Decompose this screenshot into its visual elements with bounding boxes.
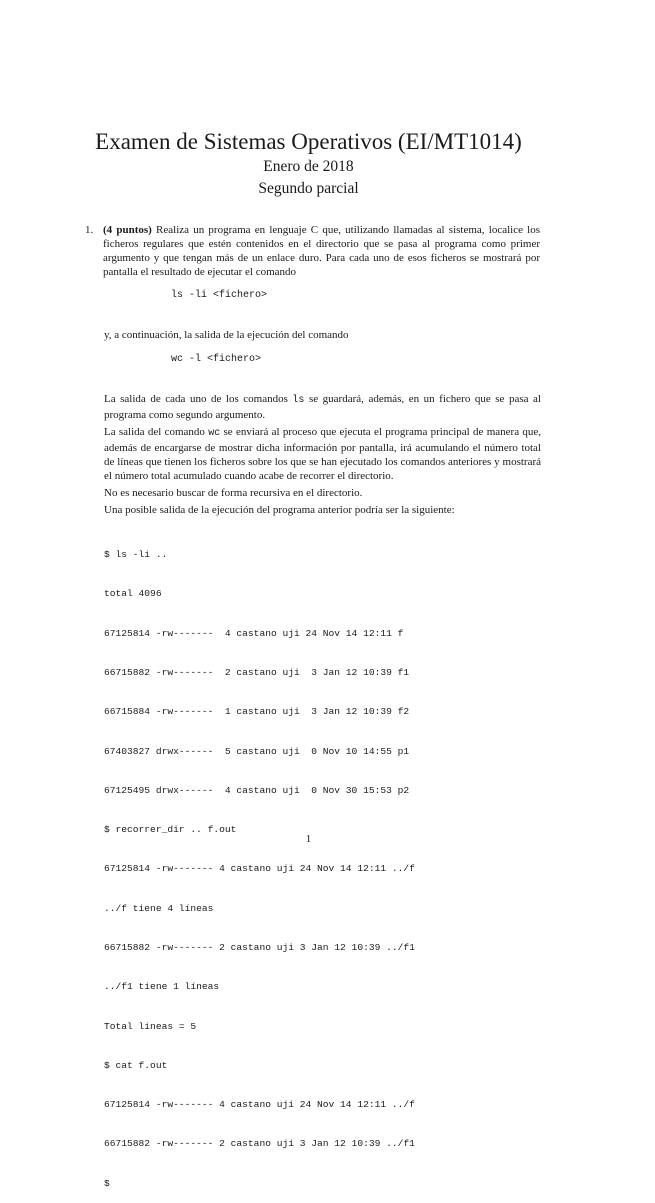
- question-intro: [103, 223, 540, 279]
- terminal-line: total 4096: [104, 588, 162, 600]
- explanation-block: [104, 392, 541, 517]
- paragraph-ls-output: [104, 392, 541, 422]
- para1-cmd: ls: [292, 395, 305, 406]
- para2-a: La salida del comando: [104, 426, 209, 438]
- paragraph-example-intro: Una posible salida de la ejecución del programa anterior podría ser la siguiente:: [104, 504, 455, 516]
- terminal-line: 66715882 -rw------- 2 castano uji 3 Jan 12 10:39 ../f1: [104, 942, 415, 953]
- command-ls: ls -li <fichero>: [171, 290, 268, 301]
- terminal-line: $ ls -li ..: [104, 549, 168, 561]
- terminal-line: 67125814 -rw------- 4 castano uji 24 Nov 14 12:11 f: [104, 627, 404, 639]
- exam-part: Segundo parcial: [258, 180, 359, 197]
- terminal-line: $: [104, 1177, 110, 1189]
- terminal-line: 66715882 -rw------- 2 castano uji 3 Jan 12 10:39 f1: [104, 667, 410, 679]
- terminal-line: 67125814 -rw------- 4 castano uji 24 Nov 14 12:11 ../f: [104, 1099, 415, 1111]
- terminal-line: 67125495 drwx------ 4 castano uji 0 Nov 30 15:53 p2: [104, 784, 410, 796]
- terminal-output: [104, 522, 415, 1203]
- terminal-line: 67125814 -rw------- 4 castano uji 24 Nov 14 12:11 ../f: [104, 863, 415, 875]
- terminal-line: 67403827 drwx------ 5 castano uji 0 Nov 10 14:55 p1: [104, 745, 410, 757]
- question-number: 1.: [85, 224, 94, 236]
- para1-a: La salida de cada uno de los comandos: [104, 393, 293, 405]
- paragraph-wc-output: [104, 425, 541, 483]
- then-text-block: [104, 328, 541, 342]
- exam-date: Enero de 2018: [263, 158, 354, 175]
- terminal-line: $ cat f.out: [104, 1059, 168, 1071]
- para2-cmd: wc: [208, 428, 221, 439]
- para1-b: se guardará, además, en un fichero que se pasa al programa como segundo argumento.: [104, 393, 541, 421]
- terminal-line: Total líneas = 5: [104, 1020, 197, 1032]
- terminal-line: $ recorrer_dir .. f.out: [104, 824, 237, 836]
- page-number: 1: [305, 833, 312, 845]
- terminal-line: 66715884 -rw------- 1 castano uji 3 Jan 12 10:39 f2: [104, 706, 410, 718]
- question-points: (4 puntos): [103, 224, 152, 236]
- para2-b: se enviará al proceso que ejecuta el programa principal de manera que, además de encargarse de mostrar dicha información por pantalla, irá acumulando el número total de líneas que tienen los ficheros sobre los que se han ejecutado los comandos anteriores y mostrará el número total acumulado cuando acabe de recorrer el directorio.: [104, 426, 541, 482]
- then-text: y, a continuación, la salida de la ejecución del comando: [104, 329, 349, 341]
- paragraph-no-recursion: No es necesario buscar de forma recursiva en el directorio.: [104, 487, 363, 499]
- terminal-line: ../f tiene 4 líneas: [104, 902, 214, 914]
- command-wc: wc -l <fichero>: [171, 354, 262, 365]
- terminal-line: 66715882 -rw------- 2 castano uji 3 Jan 12 10:39 ../f1: [104, 1138, 415, 1150]
- exam-title: Examen de Sistemas Operativos (EI/MT1014): [95, 129, 522, 154]
- question-body: [103, 223, 540, 279]
- exam-header: [0, 128, 617, 199]
- question-intro-text: Realiza un programa en lenguaje C que, utilizando llamadas al sistema, localice los ficheros regulares que estén contenidos en el directorio que se pasa al programa como primer argumento y que tengan más de un enlace duro. Para cada uno de esos ficheros se mostrará por pantalla el resultado de ejecutar el comando: [103, 224, 540, 278]
- terminal-line: ../f1 tiene 1 líneas: [104, 981, 220, 993]
